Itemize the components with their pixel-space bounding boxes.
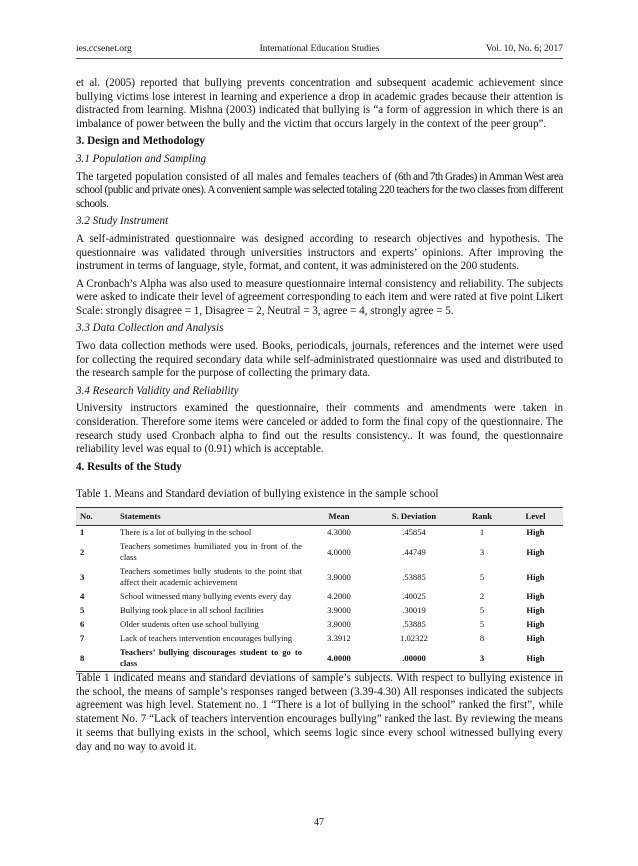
paragraph-population <box>76 171 563 212</box>
cell-no: 6 <box>80 619 85 630</box>
cell-sd: .53885 <box>402 619 426 630</box>
cell-sd: .40025 <box>402 591 426 602</box>
journal-name: International Education Studies <box>259 44 380 54</box>
paragraph-data-collection: Two data collection methods were used. Books, periodicals, journals, references and the internet were used for collecting the required secondary data while self-administrated questionnaire was used and distributed to the research sample for the purpose of collecting the primary data. <box>76 339 563 380</box>
header-rule <box>76 58 563 59</box>
cell-level: High <box>526 619 545 630</box>
population-text-a: The targeted population consisted of all males and females teachers of <box>76 170 395 183</box>
cell-sd: .45854 <box>402 527 426 538</box>
table-caption: Table 1. Means and Standard deviation of bullying existence in the sample school <box>76 488 439 501</box>
col-header-sd: S. Deviation <box>391 510 437 521</box>
cell-mean: 4.2000 <box>327 591 351 602</box>
cell-level: High <box>526 527 545 538</box>
cell-level: High <box>526 546 545 557</box>
paragraph-table-discussion: Table 1 indicated means and standard deviations of sample’s subjects. With respect to bullying existence in the school, the means of sample’s responses ranged between (3.39-4.30) All responses indicated the subjects agreement was high level. Statement no. 1 “There is a lot of bullying in the school” ranked the first”, while statement No. 7 “Lack of teachers intervention encourages bullying” ranked the last. By reviewing the means it seems that bullying exists in the school, which seems logic since every school witnessed bullying every day and no way to avoid it. <box>76 671 563 753</box>
col-header-no: No. <box>80 510 93 521</box>
cell-mean: 4.0000 <box>327 546 351 557</box>
table-row <box>76 565 563 590</box>
cell-no: 4 <box>80 591 85 602</box>
volume-info: Vol. 10, No. 6; 2017 <box>485 44 563 54</box>
cell-no: 7 <box>80 633 85 644</box>
table-row <box>76 540 563 565</box>
paragraph-validity: University instructors examined the questionnaire, their comments and amendments were taken in consideration. Therefore some items were canceled or added to form the final copy of the questionnaire. The research study used Cronbach alpha to find out the results consistency.. It was found, the questionnaire reliability level was equal to (0.91) which is acceptable. <box>76 402 563 456</box>
page-number: 47 <box>314 817 324 828</box>
table-row <box>76 632 563 646</box>
section-heading-design: 3. Design and Methodology <box>76 135 205 148</box>
population-text-b: (6th and 7th Grades) in Amman West area school (public and private ones). A convenient sample was selected totaling 220 teachers for the two classes from different schools. <box>76 170 563 211</box>
cell-rank: 1 <box>479 527 485 538</box>
cell-rank: 5 <box>479 619 485 630</box>
cell-rank: 3 <box>479 652 485 663</box>
running-header <box>76 44 563 58</box>
cell-statement: Teachers’ bullying discourages student to go to class <box>120 647 302 669</box>
journal-url: ies.ccsenet.org <box>76 44 132 54</box>
cell-statement: School witnessed many bullying events every day <box>120 591 292 602</box>
cell-mean: 4.0000 <box>327 652 351 663</box>
table-row <box>76 590 563 604</box>
subsection-heading-instrument: 3.2 Study Instrument <box>76 215 169 228</box>
cell-no: 8 <box>80 652 85 663</box>
cell-level: High <box>526 633 545 644</box>
subsection-heading-population: 3.1 Population and Sampling <box>76 153 207 166</box>
cell-mean: 3.9000 <box>327 571 351 582</box>
cell-sd: .30019 <box>402 605 426 616</box>
page-content <box>76 77 563 758</box>
cell-level: High <box>526 605 545 616</box>
cell-level: High <box>526 571 545 582</box>
cell-rank: 2 <box>479 591 485 602</box>
cell-sd: .44749 <box>402 546 426 557</box>
cell-statement: Lack of teachers intervention encourages bullying <box>120 633 293 644</box>
cell-statement: Bullying took place in all school facilities <box>120 605 264 616</box>
cell-mean: 3.3912 <box>327 633 351 644</box>
cell-rank: 3 <box>479 546 485 557</box>
col-header-statements: Statements <box>120 510 161 521</box>
table-row <box>76 525 563 540</box>
paragraph-cronbach: A Cronbach’s Alpha was also used to measure questionnaire internal consistency and reliability. The subjects were asked to indicate their level of agreement corresponding to each item and were rated at five point Likert Scale: strongly disagree = 1, Disagree = 2, Neutral = 3, agree = 4, strongly agree = 5. <box>76 277 563 318</box>
cell-rank: 5 <box>479 605 485 616</box>
cell-statement: Older students often use school bullying <box>120 619 259 630</box>
cell-level: High <box>526 591 545 602</box>
cell-mean: 3.9000 <box>327 605 351 616</box>
table-row <box>76 618 563 632</box>
subsection-heading-data-collection: 3.3 Data Collection and Analysis <box>76 322 224 335</box>
cell-mean: 3.9000 <box>327 619 351 630</box>
section-heading-results: 4. Results of the Study <box>76 460 182 473</box>
results-table <box>76 507 563 672</box>
col-header-level: Level <box>525 510 546 521</box>
col-header-rank: Rank <box>471 510 493 521</box>
col-header-mean: Mean <box>328 510 350 521</box>
table-row <box>76 604 563 618</box>
cell-statement: There is a lot of bullying in the school <box>120 527 252 538</box>
cell-no: 3 <box>80 571 85 582</box>
cell-no: 5 <box>80 605 85 616</box>
cell-statement: Teachers sometimes humiliated you in front of the class <box>120 541 302 563</box>
table-header-row <box>76 507 563 525</box>
table-row <box>76 646 563 672</box>
cell-sd: .00000 <box>402 652 426 663</box>
cell-sd: 1.02322 <box>400 633 428 644</box>
subsection-heading-validity: 3.4 Research Validity and Reliability <box>76 384 239 397</box>
cell-no: 2 <box>80 546 85 557</box>
cell-rank: 8 <box>479 633 485 644</box>
cell-statement: Teachers sometimes bully students to the point that affect their academic achievement <box>120 566 302 588</box>
cell-no: 1 <box>80 527 85 538</box>
cell-level: High <box>526 652 545 663</box>
paragraph-instrument: A self-administrated questionnaire was designed according to research objectives and hypothesis. The questionnaire was validated through universities instructors and experts’ opinions. After improving the instrument in terms of language, style, format, and content, it was administered on the 200 students. <box>76 233 563 273</box>
cell-mean: 4.3000 <box>327 527 351 538</box>
cell-rank: 5 <box>479 571 485 582</box>
cell-sd: .53885 <box>402 571 426 582</box>
paragraph-intro: et al. (2005) reported that bullying prevents concentration and subsequent academic achievement since bullying victims lose interest in learning and experience a drop in academic grades because their attention is distracted from learning. Mishna (2003) indicated that bullying is “a form of aggression in which there is an imbalance of power between the bully and the victim that occurs largely in the context of the peer group”. <box>76 77 563 131</box>
